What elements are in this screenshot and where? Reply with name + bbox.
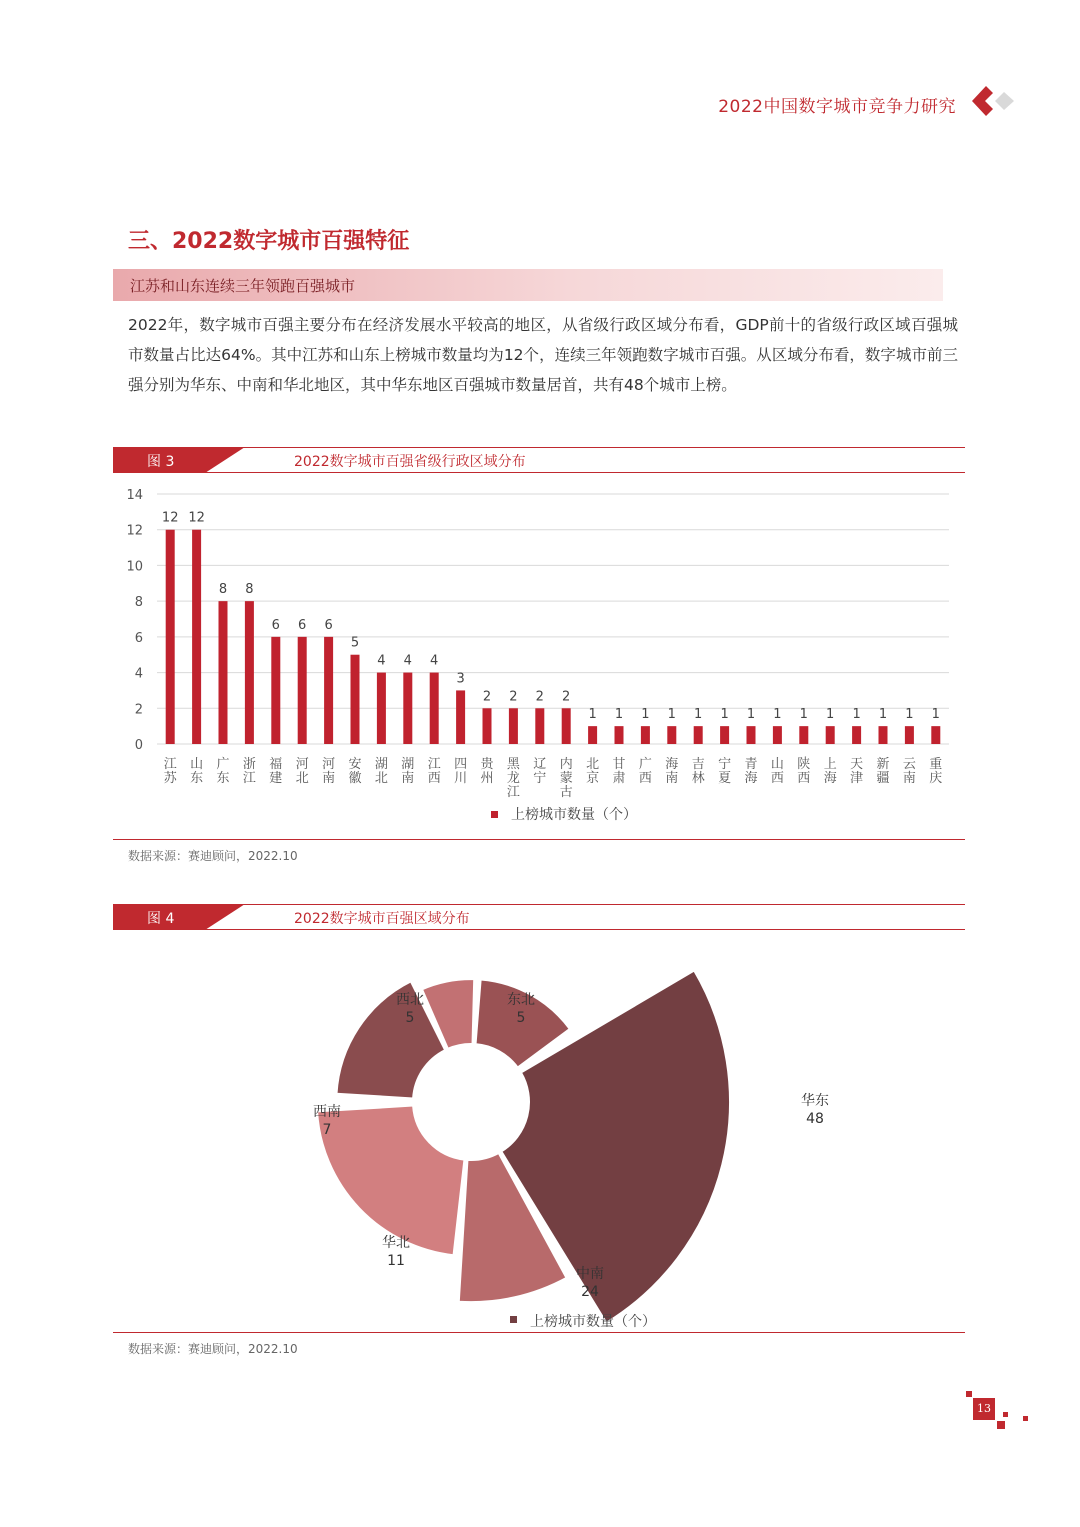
bar-海南 [667,726,676,744]
y-tick-label: 6 [134,630,143,646]
bar-value-label: 1 [799,707,808,723]
rose-value-label: 5 [516,1010,526,1026]
figure4-tag [113,904,245,930]
x-tick-label: 河 [322,757,336,772]
bar-value-label: 1 [641,707,650,723]
bar-value-label: 4 [377,653,386,669]
body-paragraph: 2022年，数字城市百强主要分布在经济发展水平较高的地区，从省级行政区域分布看，GDP前十的省级行政区域百强城市数量占比达64%。其中江苏和山东上榜城市数量均为12个，连续三年领跑数字城市百强。从区域分布看，数字城市前三强分别为华东、中南和华北地区，其中华东地区百强城市数量居首，共有48个城市上榜。 [128,316,958,394]
bar-河南 [324,637,333,744]
bar-value-label: 2 [482,689,492,705]
figure4-header [113,904,965,930]
bar-辽宁 [535,708,544,744]
x-tick-label: 重 [929,757,943,772]
bar-河北 [298,637,307,744]
x-tick-label: 州 [480,771,494,786]
report-logo-icon [968,84,1018,124]
x-tick-label: 甘 [612,757,626,772]
x-tick-label: 江 [163,757,177,772]
bar-value-label: 1 [588,707,597,723]
rose-value-label: 11 [387,1253,405,1269]
y-tick-label: 2 [134,702,143,718]
x-tick-label: 疆 [876,771,890,786]
bar-value-label: 1 [667,707,676,723]
bar-value-label: 2 [562,689,571,705]
x-tick-label: 四 [454,757,468,772]
figure4-source: 数据来源：赛迪顾问，2022.10 [128,1342,298,1356]
page-number: 13 [973,1398,995,1420]
bar-吉林 [694,726,703,744]
bar-value-label: 1 [931,707,940,723]
figure3-source: 数据来源：赛迪顾问，2022.10 [128,849,298,863]
rose-value-label: 48 [806,1111,824,1127]
x-tick-label: 内 [559,757,573,772]
bar-广西 [641,726,650,744]
x-tick-label: 广 [216,757,230,772]
x-tick-label: 福 [269,757,283,772]
bar-value-label: 1 [694,707,703,723]
bar-浙江 [245,601,254,744]
bar-甘肃 [615,726,624,744]
rose-value-label: 24 [581,1284,599,1300]
figure3-bottom-rule [113,839,965,840]
figure4-bottom-rule [113,1332,965,1333]
figure4-label: 图 4 [147,911,175,927]
figure3-header [113,447,965,473]
x-tick-label: 山 [770,757,784,772]
figure3-label: 图 3 [147,454,175,470]
x-tick-label: 天 [850,757,864,772]
bar-value-label: 3 [456,671,465,687]
bar-上海 [826,726,835,744]
bar-chart [113,478,965,834]
x-tick-label: 东 [190,771,204,786]
y-tick-label: 4 [134,666,143,682]
bar-value-label: 1 [773,707,782,723]
page-deco-square [997,1421,1005,1429]
rose-chart [113,935,965,1330]
legend-marker [491,811,498,818]
x-tick-label: 贵 [480,757,494,772]
x-tick-label: 林 [691,771,705,786]
x-tick-label: 新 [876,757,890,772]
rose-category-label: 西北 [396,992,424,1008]
x-tick-label: 湖 [374,757,388,772]
bar-value-label: 1 [852,707,861,723]
x-tick-label: 蒙 [559,771,573,786]
y-tick-label: 8 [134,595,143,611]
bar-value-label: 6 [298,617,307,633]
x-tick-label: 海 [744,771,758,786]
bar-北京 [588,726,597,744]
y-tick-label: 12 [126,523,143,539]
rose-slice-华北 [317,1106,464,1256]
bar-value-label: 1 [878,707,888,723]
rose-category-label: 东北 [507,992,535,1008]
bar-内蒙古 [562,708,571,744]
x-tick-label: 江 [427,757,441,772]
x-tick-label: 西 [797,771,811,786]
x-tick-label: 南 [665,771,679,786]
bar-value-label: 2 [509,689,518,705]
x-tick-label: 龙 [506,771,520,786]
x-tick-label: 东 [216,771,230,786]
bar-value-label: 5 [350,635,360,651]
x-tick-label: 广 [638,757,652,772]
legend-label: 上榜城市数量（个） [511,807,637,823]
x-tick-label: 西 [770,771,784,786]
bar-value-label: 12 [161,510,179,526]
y-tick-label: 0 [134,738,143,753]
x-tick-label: 北 [586,757,600,772]
bar-福建 [271,637,280,744]
legend-marker [510,1316,517,1323]
rose-category-label: 华北 [382,1235,410,1251]
bar-value-label: 2 [535,689,544,705]
x-tick-label: 南 [322,771,336,786]
x-tick-label: 北 [295,771,309,786]
x-tick-label: 浙 [242,757,256,772]
figure3-tag [113,447,245,473]
bar-黑龙江 [509,708,518,744]
bar-江西 [430,673,439,744]
bar-江苏 [166,530,175,744]
bar-value-label: 8 [245,582,254,598]
bar-新疆 [879,726,888,744]
bar-安徽 [351,655,360,744]
x-tick-label: 安 [348,757,362,772]
figure3-title: 2022数字城市百强省级行政区域分布 [294,454,526,470]
bar-湖南 [403,673,412,744]
x-tick-label: 川 [454,771,468,786]
rose-value-label: 5 [405,1010,415,1026]
bar-山东 [192,530,201,744]
bar-山西 [773,726,782,744]
x-tick-label: 北 [374,771,388,786]
bar-青海 [747,726,756,744]
figure4-title: 2022数字城市百强区域分布 [294,911,470,927]
bar-value-label: 6 [324,617,333,633]
x-tick-label: 陕 [797,757,811,772]
x-tick-label: 吉 [691,757,705,772]
x-tick-label: 徽 [348,771,362,786]
x-tick-label: 南 [902,771,916,786]
x-tick-label: 黑 [506,757,520,772]
x-tick-label: 庆 [929,771,943,786]
bar-value-label: 1 [746,707,756,723]
x-tick-label: 云 [902,757,916,772]
x-tick-label: 宁 [533,771,547,786]
page-deco-square [1023,1416,1028,1421]
rose-category-label: 西南 [313,1104,341,1120]
page-deco-square [1003,1412,1008,1417]
bar-云南 [905,726,914,744]
x-tick-label: 肃 [612,771,626,786]
bar-value-label: 1 [614,707,624,723]
rose-category-label: 华东 [801,1093,829,1109]
legend-label: 上榜城市数量（个） [530,1314,656,1330]
x-tick-label: 青 [744,757,758,772]
x-tick-label: 江 [242,771,256,786]
bar-value-label: 6 [271,617,280,633]
section-title: 三、2022数字城市百强特征 [128,229,410,254]
x-tick-label: 南 [401,771,415,786]
bar-湖北 [377,673,386,744]
bar-value-label: 8 [218,582,228,598]
bar-value-label: 12 [188,510,205,526]
x-tick-label: 海 [665,757,679,772]
x-tick-label: 湖 [401,757,415,772]
bar-广东 [219,601,228,744]
bar-value-label: 1 [826,707,835,723]
x-tick-label: 京 [586,771,600,786]
bar-宁夏 [720,726,729,744]
x-tick-label: 西 [638,771,652,786]
x-tick-label: 辽 [533,757,547,772]
x-tick-label: 山 [190,757,204,772]
bar-value-label: 4 [430,653,439,669]
rose-value-label: 7 [322,1122,332,1138]
x-tick-label: 海 [823,771,837,786]
bar-重庆 [931,726,940,744]
bar-value-label: 1 [905,707,914,723]
x-tick-label: 苏 [163,771,177,786]
x-tick-label: 上 [823,757,837,772]
x-tick-label: 江 [506,785,520,800]
x-tick-label: 夏 [718,771,732,786]
x-tick-label: 津 [850,771,864,786]
bar-四川 [456,690,465,744]
bar-value-label: 4 [403,653,412,669]
x-tick-label: 西 [427,771,441,786]
y-tick-label: 10 [126,559,143,575]
y-tick-label: 14 [126,488,143,503]
x-tick-label: 古 [559,785,573,800]
rose-category-label: 中南 [576,1266,604,1282]
x-tick-label: 建 [269,771,283,786]
report-title: 2022中国数字城市竞争力研究 [718,97,956,117]
bar-天津 [852,726,861,744]
subheading: 江苏和山东连续三年领跑百强城市 [130,277,356,295]
x-tick-label: 河 [295,757,309,772]
bar-value-label: 1 [720,707,729,723]
bar-陕西 [799,726,808,744]
x-tick-label: 宁 [718,757,732,772]
bar-贵州 [483,708,492,744]
page-deco-square [966,1391,972,1397]
